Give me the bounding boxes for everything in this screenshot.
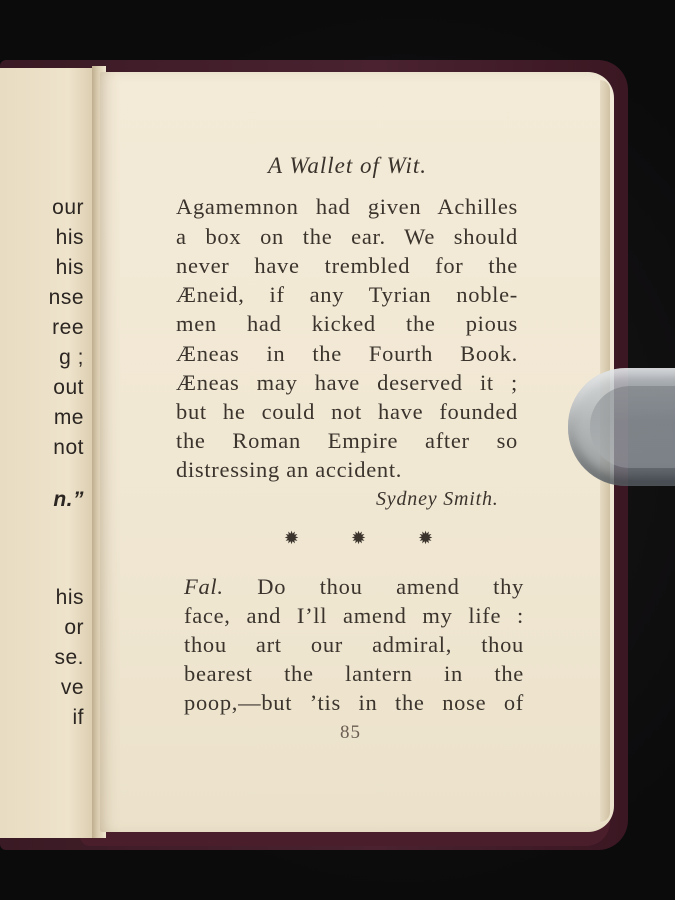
passage-line: bearest the lantern in the bbox=[184, 661, 524, 686]
left-page-line: his bbox=[55, 256, 84, 279]
separator-ornament-icon: ✹ bbox=[284, 528, 300, 548]
passage-line: Agamemnon had given Achilles bbox=[176, 194, 518, 219]
passage-line: a box on the ear. We should bbox=[176, 224, 518, 249]
left-page bbox=[0, 68, 98, 838]
left-page-line: out bbox=[53, 376, 84, 399]
left-page-line: nse bbox=[48, 286, 84, 309]
left-page-line: ve bbox=[60, 676, 84, 699]
left-page-line: his bbox=[55, 586, 84, 609]
passage-line bbox=[184, 574, 524, 600]
speaker-name: Fal. bbox=[184, 574, 224, 599]
left-page-line: our bbox=[52, 196, 84, 219]
page-number: 85 bbox=[340, 722, 361, 743]
passage-line: thou art our admiral, thou bbox=[184, 632, 524, 657]
passage-line: poop,—but ’tis in the nose of bbox=[184, 690, 524, 715]
left-page-line: ree bbox=[52, 316, 84, 339]
attribution: Sydney Smith. bbox=[376, 488, 499, 510]
separator-ornament-icon: ✹ bbox=[351, 528, 367, 548]
left-page-line: me bbox=[53, 406, 84, 429]
left-page-line: his bbox=[55, 226, 84, 249]
passage-line: but he could not have founded bbox=[176, 399, 518, 424]
passage-line: Æneas may have deserved it ; bbox=[176, 370, 518, 395]
passage-line: Æneid, if any Tyrian noble- bbox=[176, 282, 518, 307]
passage-line: men had kicked the pious bbox=[176, 311, 518, 336]
running-head: A Wallet of Wit. bbox=[267, 153, 428, 178]
left-page-line: not bbox=[53, 436, 84, 459]
passage-line: face, and I’ll amend my life : bbox=[184, 603, 524, 628]
passage-line: distressing an accident. bbox=[176, 457, 403, 482]
page-clip-highlight bbox=[590, 386, 675, 468]
left-page-line: or bbox=[64, 616, 84, 639]
left-page-line: if bbox=[72, 706, 84, 729]
passage-text: Do thou amend thy bbox=[223, 574, 524, 599]
left-page-line: g ; bbox=[59, 346, 84, 369]
passage-line: never have trembled for the bbox=[176, 253, 518, 278]
left-page-line: se. bbox=[54, 646, 84, 669]
separator-ornament-icon: ✹ bbox=[418, 528, 434, 548]
left-page-line: n.” bbox=[53, 488, 84, 511]
passage-line: the Roman Empire after so bbox=[176, 428, 518, 453]
passage-line: Æneas in the Fourth Book. bbox=[176, 341, 518, 366]
